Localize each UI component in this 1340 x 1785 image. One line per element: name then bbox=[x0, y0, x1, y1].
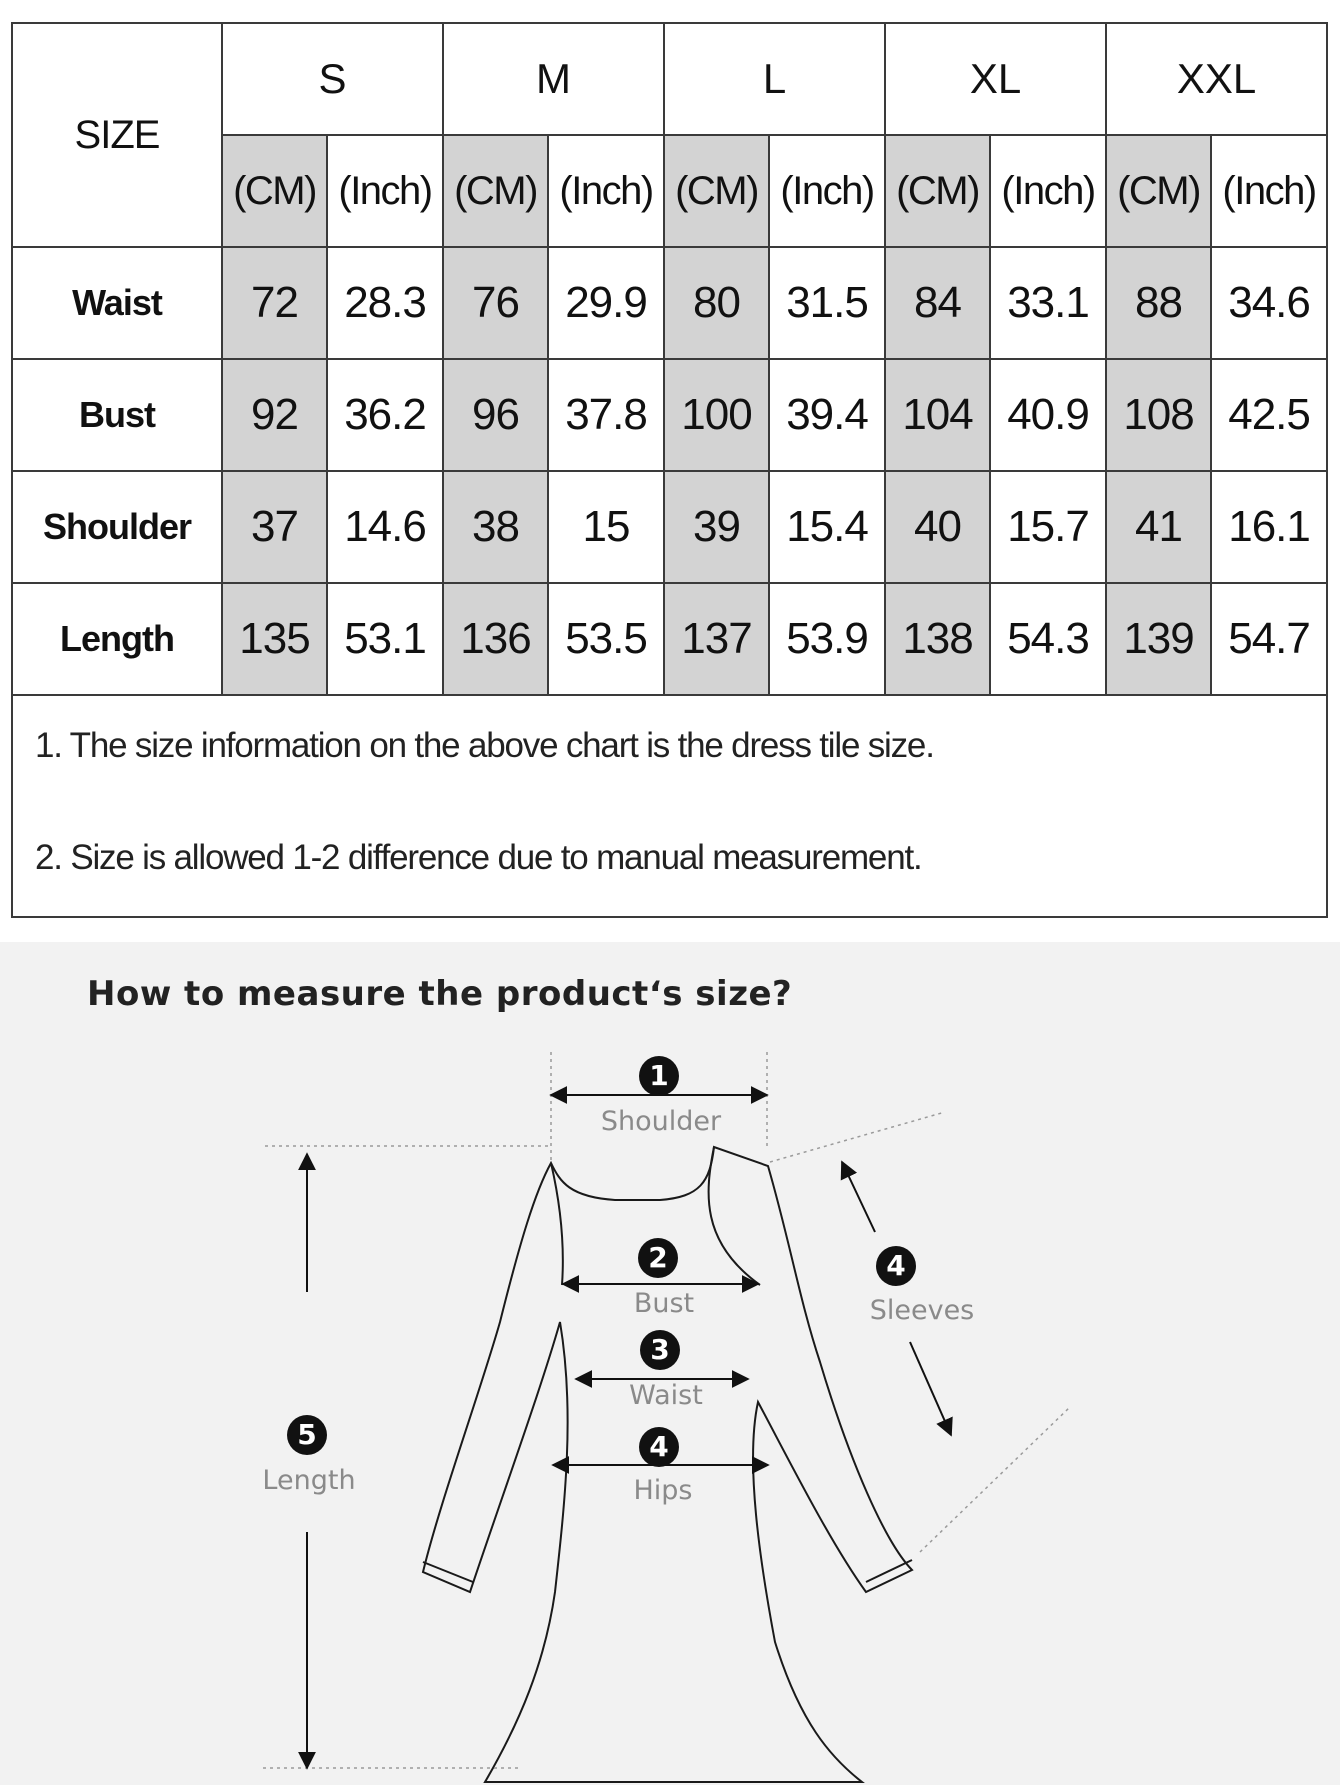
inch-value-cell: 54.7 bbox=[1211, 583, 1327, 695]
cm-value-cell: 92 bbox=[222, 359, 327, 471]
cm-value-cell: 76 bbox=[443, 247, 548, 359]
hips-label: Hips bbox=[633, 1475, 693, 1506]
cm-value-cell: 135 bbox=[222, 583, 327, 695]
cm-value-cell: 37 bbox=[222, 471, 327, 583]
hips-badge: 4 bbox=[639, 1427, 679, 1467]
size-l-header: L bbox=[664, 23, 885, 135]
cm-value-cell: 139 bbox=[1106, 583, 1211, 695]
size-corner-label: SIZE bbox=[12, 23, 222, 247]
notes-row bbox=[12, 695, 1327, 917]
size-s-header: S bbox=[222, 23, 443, 135]
inch-value-cell: 15.7 bbox=[990, 471, 1106, 583]
unit-cm-header: (CM) bbox=[1106, 135, 1211, 247]
measurement-label: Waist bbox=[12, 247, 222, 359]
inch-value-cell: 53.9 bbox=[769, 583, 885, 695]
measurement-row bbox=[12, 359, 1327, 471]
measurement-row bbox=[12, 583, 1327, 695]
unit-cm-header: (CM) bbox=[443, 135, 548, 247]
unit-inch-header: (Inch) bbox=[548, 135, 664, 247]
inch-value-cell: 16.1 bbox=[1211, 471, 1327, 583]
sleeves-label: Sleeves bbox=[869, 1295, 975, 1326]
unit-inch-header: (Inch) bbox=[327, 135, 443, 247]
notes-cell bbox=[12, 695, 1327, 917]
cm-value-cell: 84 bbox=[885, 247, 990, 359]
inch-value-cell: 33.1 bbox=[990, 247, 1106, 359]
measure-guide-title: How to measure the product‘s size? bbox=[87, 974, 793, 1014]
cm-value-cell: 38 bbox=[443, 471, 548, 583]
sleeves-badge: 4 bbox=[876, 1246, 916, 1286]
note-line-2: 2. Size is allowed 1-2 difference due to manual measurement. bbox=[35, 838, 922, 877]
length-label: Length bbox=[262, 1465, 356, 1496]
unit-inch-header: (Inch) bbox=[1211, 135, 1327, 247]
inch-value-cell: 36.2 bbox=[327, 359, 443, 471]
length-badge: 5 bbox=[287, 1415, 327, 1455]
note-line-1: 1. The size information on the above chart is the dress tile size. bbox=[35, 726, 934, 765]
inch-value-cell: 53.5 bbox=[548, 583, 664, 695]
unit-cm-header: (CM) bbox=[664, 135, 769, 247]
inch-value-cell: 54.3 bbox=[990, 583, 1106, 695]
inch-value-cell: 39.4 bbox=[769, 359, 885, 471]
waist-label: Waist bbox=[629, 1380, 703, 1411]
inch-value-cell: 37.8 bbox=[548, 359, 664, 471]
size-xl-header: XL bbox=[885, 23, 1106, 135]
inch-value-cell: 31.5 bbox=[769, 247, 885, 359]
cm-value-cell: 39 bbox=[664, 471, 769, 583]
measurement-row bbox=[12, 471, 1327, 583]
measurement-label: Bust bbox=[12, 359, 222, 471]
size-header-row bbox=[12, 23, 1327, 135]
size-m-header: M bbox=[443, 23, 664, 135]
inch-value-cell: 15 bbox=[548, 471, 664, 583]
cm-value-cell: 100 bbox=[664, 359, 769, 471]
inch-value-cell: 53.1 bbox=[327, 583, 443, 695]
measure-guide-section bbox=[0, 942, 1340, 1785]
measurement-label: Length bbox=[12, 583, 222, 695]
bust-badge: 2 bbox=[638, 1238, 678, 1278]
cm-value-cell: 40 bbox=[885, 471, 990, 583]
inch-value-cell: 28.3 bbox=[327, 247, 443, 359]
inch-value-cell: 15.4 bbox=[769, 471, 885, 583]
unit-inch-header: (Inch) bbox=[769, 135, 885, 247]
cm-value-cell: 80 bbox=[664, 247, 769, 359]
shoulder-badge: 1 bbox=[639, 1056, 679, 1096]
cm-value-cell: 88 bbox=[1106, 247, 1211, 359]
cm-value-cell: 104 bbox=[885, 359, 990, 471]
size-xxl-header: XXL bbox=[1106, 23, 1327, 135]
cm-value-cell: 136 bbox=[443, 583, 548, 695]
size-chart-table bbox=[11, 22, 1328, 918]
bust-label: Bust bbox=[633, 1288, 695, 1319]
measurement-row bbox=[12, 247, 1327, 359]
inch-value-cell: 42.5 bbox=[1211, 359, 1327, 471]
waist-badge: 3 bbox=[640, 1330, 680, 1370]
measurement-label: Shoulder bbox=[12, 471, 222, 583]
cm-value-cell: 137 bbox=[664, 583, 769, 695]
inch-value-cell: 40.9 bbox=[990, 359, 1106, 471]
unit-cm-header: (CM) bbox=[222, 135, 327, 247]
cm-value-cell: 41 bbox=[1106, 471, 1211, 583]
cm-value-cell: 138 bbox=[885, 583, 990, 695]
inch-value-cell: 29.9 bbox=[548, 247, 664, 359]
cm-value-cell: 96 bbox=[443, 359, 548, 471]
unit-inch-header: (Inch) bbox=[990, 135, 1106, 247]
inch-value-cell: 14.6 bbox=[327, 471, 443, 583]
shoulder-label: Shoulder bbox=[600, 1106, 722, 1137]
measure-arrows bbox=[307, 1095, 951, 1768]
inch-value-cell: 34.6 bbox=[1211, 247, 1327, 359]
unit-cm-header: (CM) bbox=[885, 135, 990, 247]
cm-value-cell: 72 bbox=[222, 247, 327, 359]
cm-value-cell: 108 bbox=[1106, 359, 1211, 471]
